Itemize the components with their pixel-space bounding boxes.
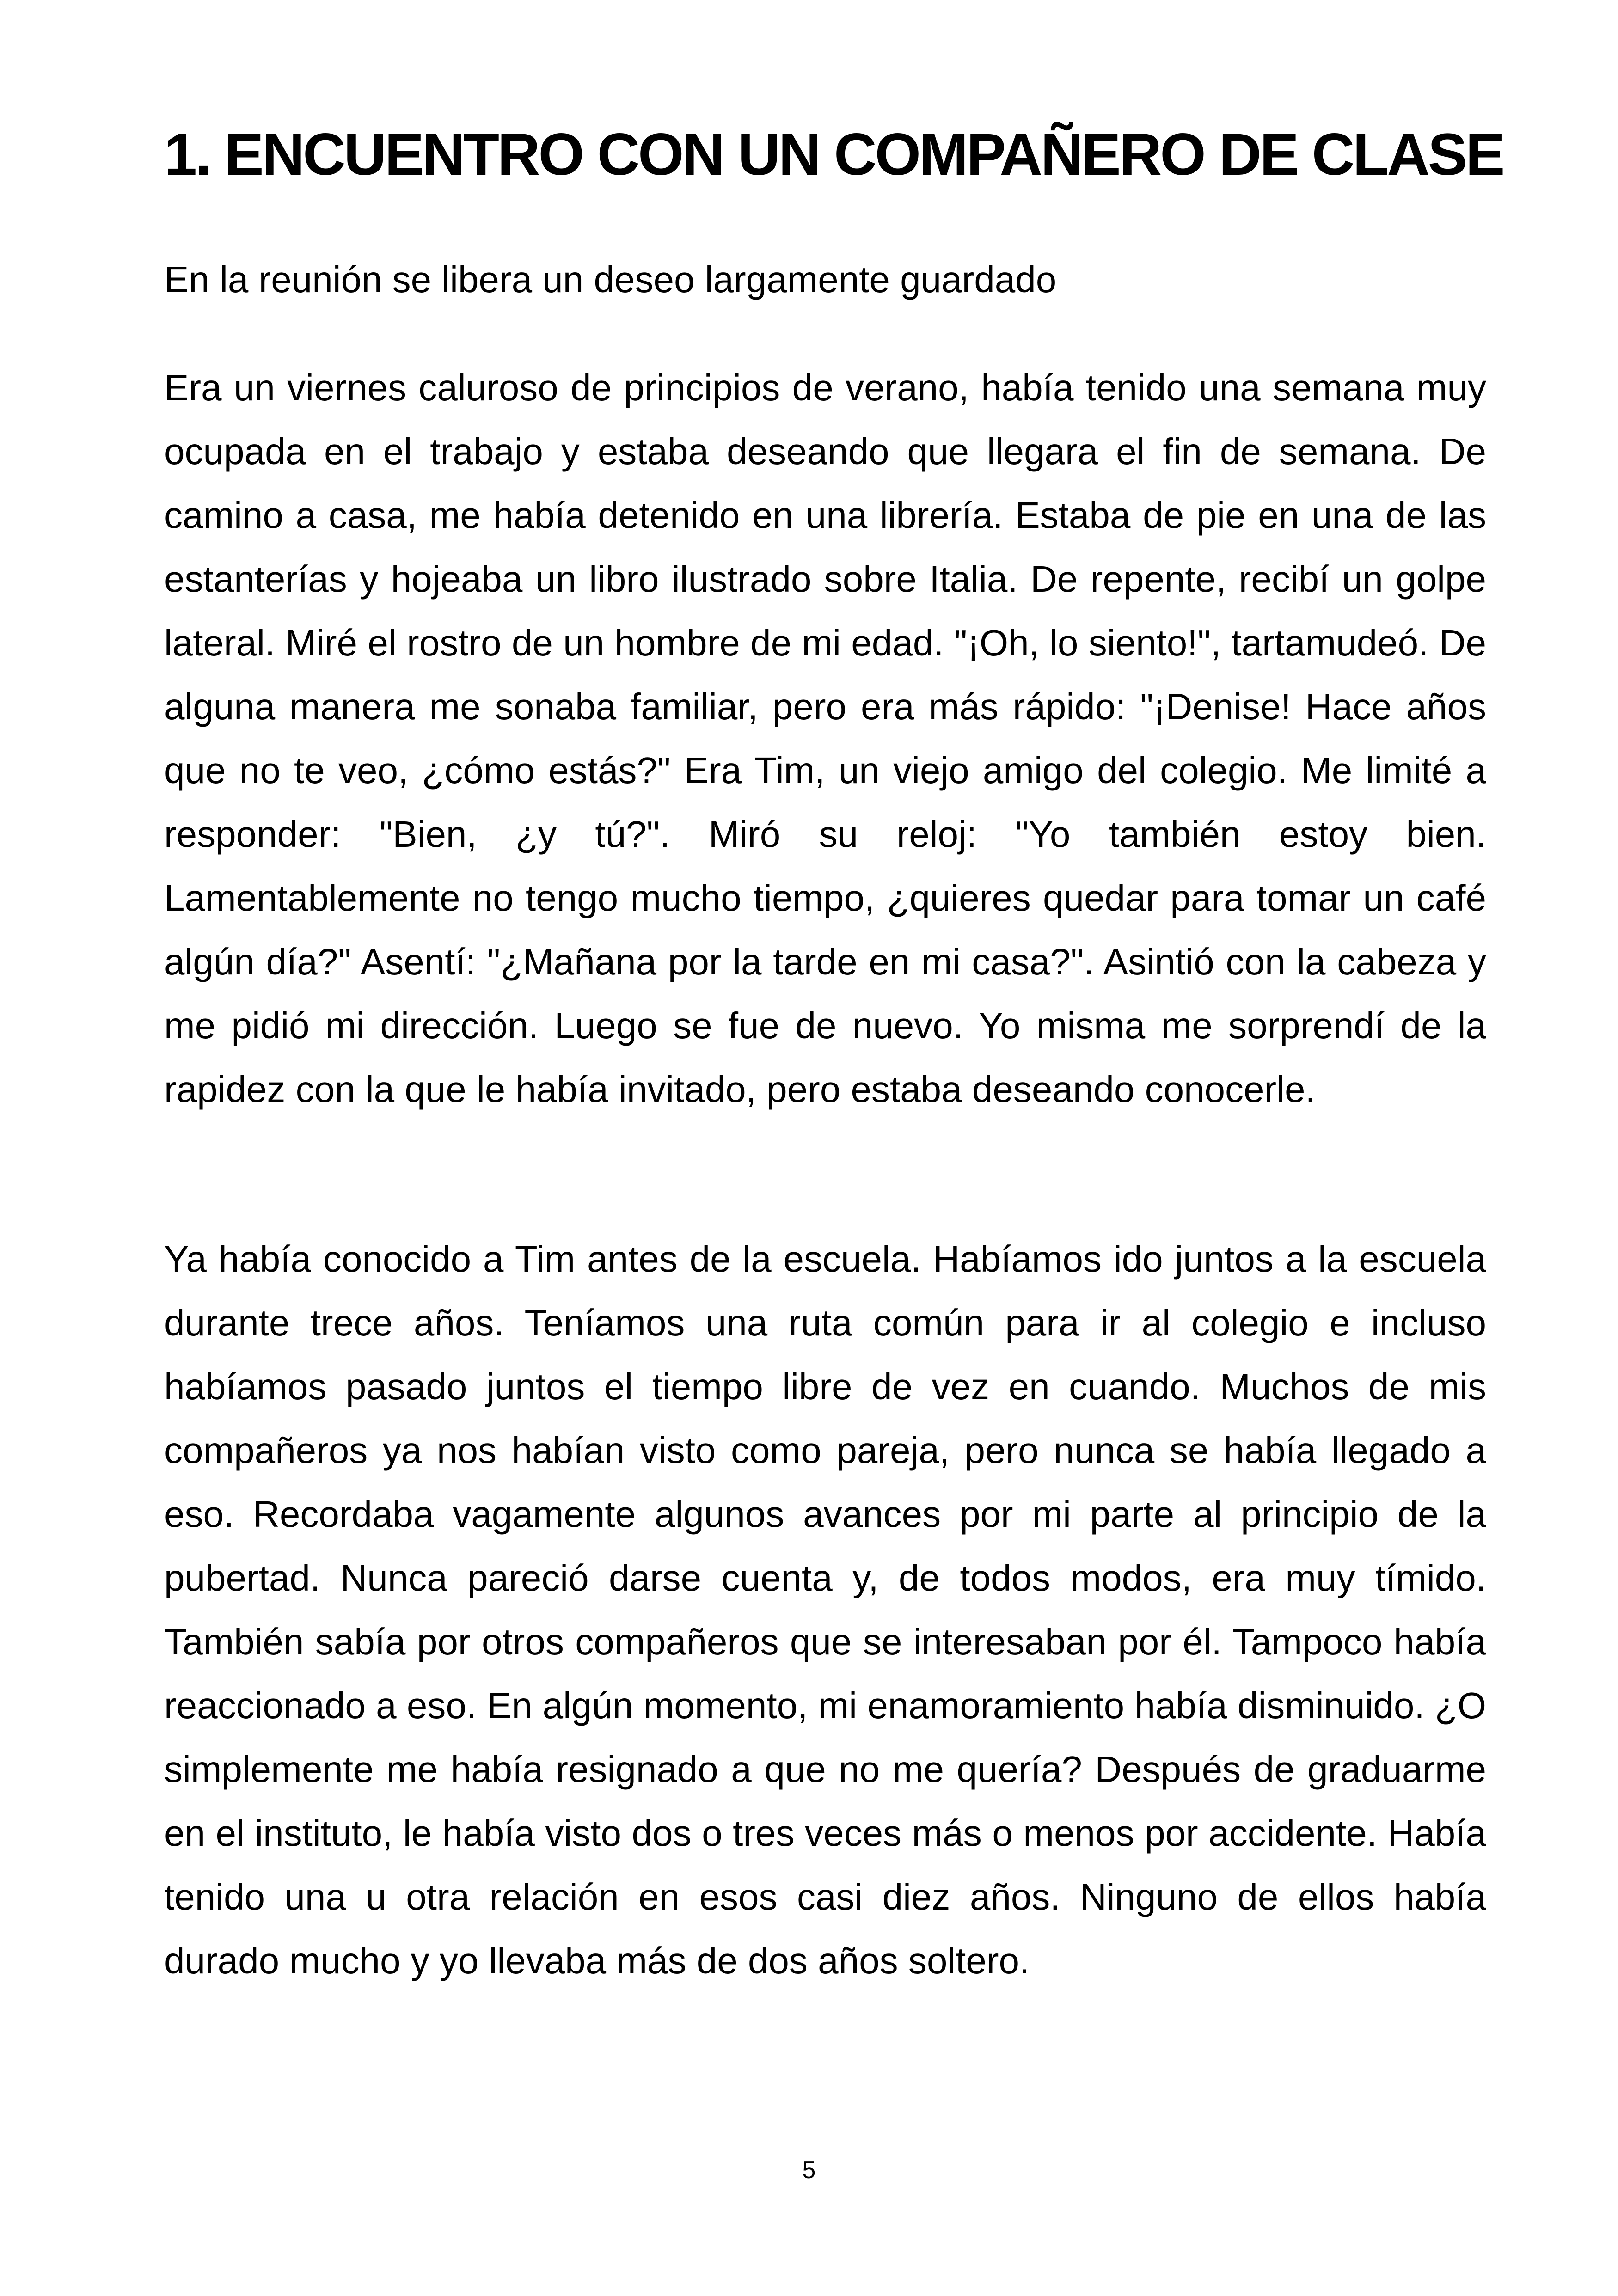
chapter-title: 1. ENCUENTRO CON UN COMPAÑERO DE CLASE bbox=[164, 122, 1503, 188]
page-number: 5 bbox=[802, 2157, 816, 2184]
body-paragraph: Era un viernes caluroso de principios de verano, había tenido una semana muy ocupada en el trabajo y estaba deseando que llegara el fin de semana. De camino a casa, me había detenido en una librería. Estaba de pie en una de las estanterías y hojeaba un libro ilustrado sobre Italia. De repente, recibí un golpe lateral. Miré el rostro de un hombre de mi edad. "¡Oh, lo siento!", tartamudeó. De alguna manera me sonaba familiar, pero era más rápido: "¡Denise! Hace años que no te veo, ¿cómo estás?" Era Tim, un viejo amigo del colegio. Me limité a responder: "Bien, ¿y tú?". Miró su reloj: "Yo también estoy bien. Lamentablemente no tengo mucho tiempo, ¿quieres quedar para tomar un café algún día?" Asentí: "¿Mañana por la tarde en mi casa?". Asintió con la cabeza y me pidió mi dirección. Luego se fue de nuevo. Yo misma me sorprendí de la rapidez con la que le había invitado, pero estaba deseando conocerle. bbox=[164, 367, 1486, 1110]
body-paragraph: Ya había conocido a Tim antes de la escuela. Habíamos ido juntos a la escuela durante trece años. Teníamos una ruta común para ir al colegio e incluso habíamos pasado juntos el tiempo libre de vez en cuando. Muchos de mis compañeros ya nos habían visto como pareja, pero nunca se había llegado a eso. Recordaba vagamente algunos avances por mi parte al principio de la pubertad. Nunca pareció darse cuenta y, de todos modos, era muy tímido. También sabía por otros compañeros que se interesaban por él. Tampoco había reaccionado a eso. En algún momento, mi enamoramiento había disminuido. ¿O simplemente me había resignado a que no me quería? Después de graduarme en el instituto, le había visto dos o tres veces más o menos por accidente. Había tenido una u otra relación en esos casi diez años. Ninguno de ellos había durado mucho y yo llevaba más de dos años soltero. bbox=[164, 1238, 1486, 1981]
chapter-subtitle: En la reunión se libera un deseo largamente guardado bbox=[164, 259, 1057, 300]
